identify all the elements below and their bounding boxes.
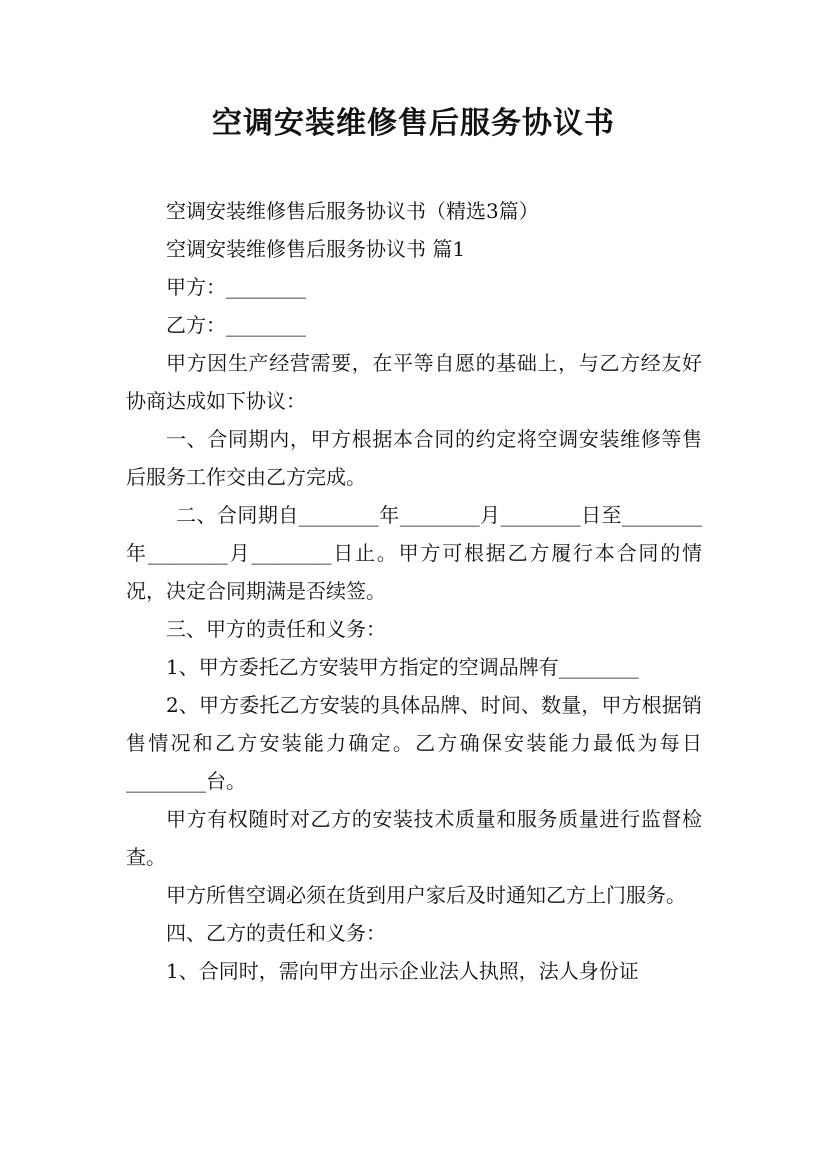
paragraph-clause-1: 一、合同期内，甲方根据本合同的约定将空调安装维修等售后服务工作交由乙方完成。 [126, 427, 702, 489]
document-title: 空调安装维修售后服务协议书 [212, 106, 615, 141]
paragraph-preamble: 甲方因生产经营需要，在平等自愿的基础上，与乙方经友好协商达成如下协议： [126, 351, 702, 413]
paragraph-subtitle: 空调安装维修售后服务协议书（精选3篇） [166, 199, 539, 223]
paragraph-clause-3-item-1: 1、甲方委托乙方安装甲方指定的空调品牌有________ [166, 655, 639, 679]
document-body [126, 192, 702, 990]
paragraph-party-b: 乙方：________ [166, 313, 306, 337]
paragraph-clause-3-heading: 三、甲方的责任和义务： [166, 617, 386, 641]
paragraph-clause-2: 二、合同期自________年________月________日至________年________月________日止。甲方可根据乙方履行本合同的情况，决定合同期满是否续签。 [126, 503, 702, 603]
paragraph-supervision: 甲方有权随时对乙方的安装技术质量和服务质量进行监督检查。 [126, 807, 702, 869]
paragraph-notification: 甲方所售空调必须在货到用户家后及时通知乙方上门服务。 [166, 883, 686, 907]
paragraph-clause-4-item-1: 1、合同时，需向甲方出示企业法人执照，法人身份证 [166, 959, 639, 983]
paragraph-clause-4-heading: 四、乙方的责任和义务： [166, 921, 386, 945]
paragraph-clause-3-item-2: 2、甲方委托乙方安装的具体品牌、时间、数量，甲方根据销售情况和乙方安装能力确定。乙方确保安装能力最低为每日________台。 [126, 693, 702, 793]
paragraph-party-a: 甲方：________ [166, 275, 306, 299]
paragraph-part-heading: 空调安装维修售后服务协议书 篇1 [166, 237, 466, 261]
